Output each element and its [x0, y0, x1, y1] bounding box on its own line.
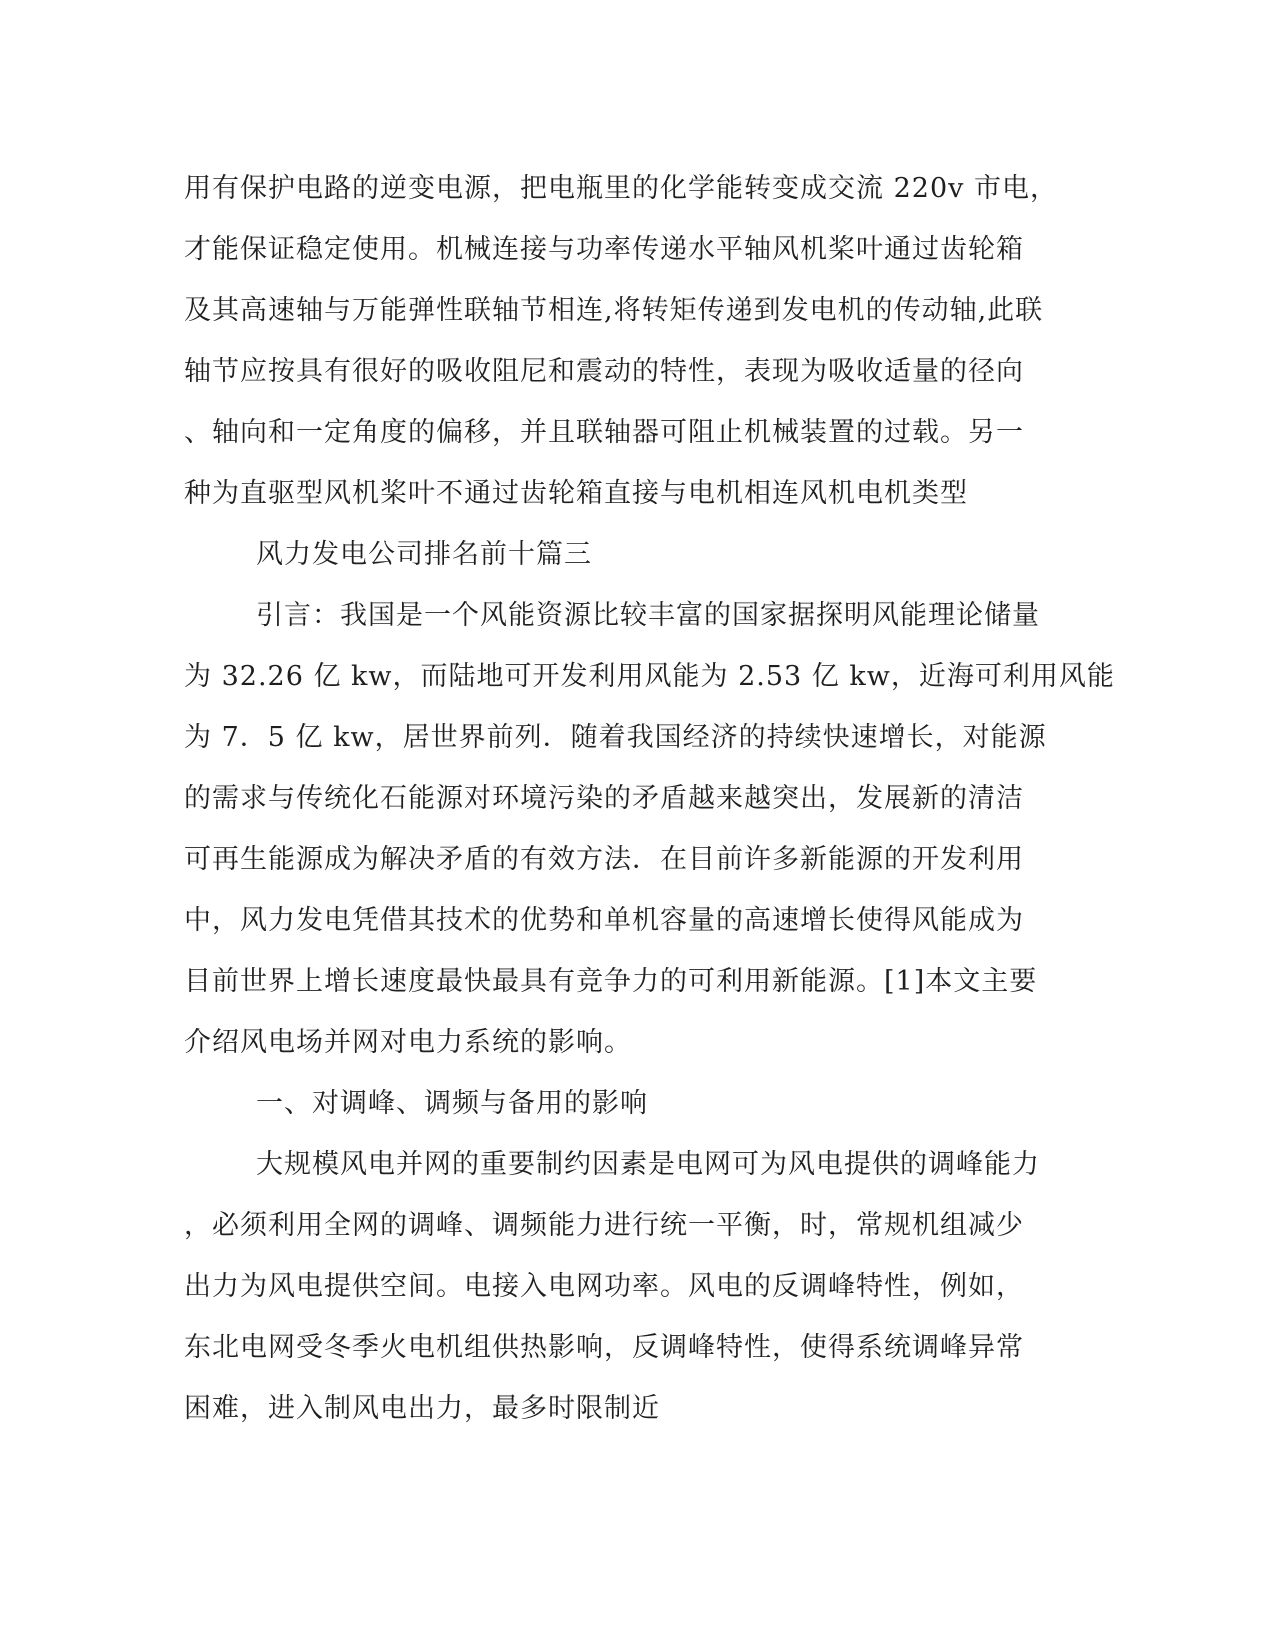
text-line: 出力为风电提供空间。电接入电网功率。风电的反调峰特性，例如，: [184, 1271, 1024, 1302]
paragraph-start-line: 大规模风电并网的重要制约因素是电网可为风电提供的调峰能力: [256, 1149, 1040, 1180]
text-line: 中，风力发电凭借其技术的优势和单机容量的高速增长使得风能成为: [184, 905, 1024, 936]
document-body: [184, 158, 1115, 1439]
text-line: 及其高速轴与万能弹性联轴节相连,将转矩传递到发电机的传动轴,此联: [184, 295, 1044, 326]
text-line: 才能保证稳定使用。机械连接与功率传递水平轴风机桨叶通过齿轮箱: [184, 234, 1024, 265]
text-line: 东北电网受冬季火电机组供热影响，反调峰特性，使得系统调峰异常: [184, 1332, 1024, 1363]
text-line: 用有保护电路的逆变电源，把电瓶里的化学能转变成交流 220v 市电，: [184, 173, 1058, 204]
text-line: ，必须利用全网的调峰、调频能力进行统一平衡，时，常规机组减少: [184, 1210, 1024, 1241]
text-line: 为 32.26 亿 kw，而陆地可开发利用风能为 2.53 亿 kw，近海可利用风能: [184, 661, 1115, 692]
section-heading: 风力发电公司排名前十篇三: [256, 539, 592, 570]
paragraph-start-line: 引言：我国是一个风能资源比较丰富的国家据探明风能理论储量: [256, 600, 1040, 631]
text-line: 、轴向和一定角度的偏移，并且联轴器可阻止机械装置的过载。另一: [184, 417, 1024, 448]
text-line: 的需求与传统化石能源对环境污染的矛盾越来越突出，发展新的清洁: [184, 783, 1024, 814]
subsection-heading: 一、对调峰、调频与备用的影响: [256, 1088, 648, 1119]
text-line: 为 7．5 亿 kw，居世界前列．随着我国经济的持续快速增长，对能源: [184, 722, 1047, 753]
text-line: 种为直驱型风机桨叶不通过齿轮箱直接与电机相连风机电机类型: [184, 478, 968, 509]
text-line: 可再生能源成为解决矛盾的有效方法．在目前许多新能源的开发利用: [184, 844, 1024, 875]
text-line: 困难，进入制风电出力，最多时限制近: [184, 1393, 660, 1424]
text-line: 轴节应按具有很好的吸收阻尼和震动的特性，表现为吸收适量的径向: [184, 356, 1024, 387]
text-line: 目前世界上增长速度最快最具有竞争力的可利用新能源。[1]本文主要: [184, 966, 1038, 997]
text-line: 介绍风电场并网对电力系统的影响。: [184, 1027, 632, 1058]
